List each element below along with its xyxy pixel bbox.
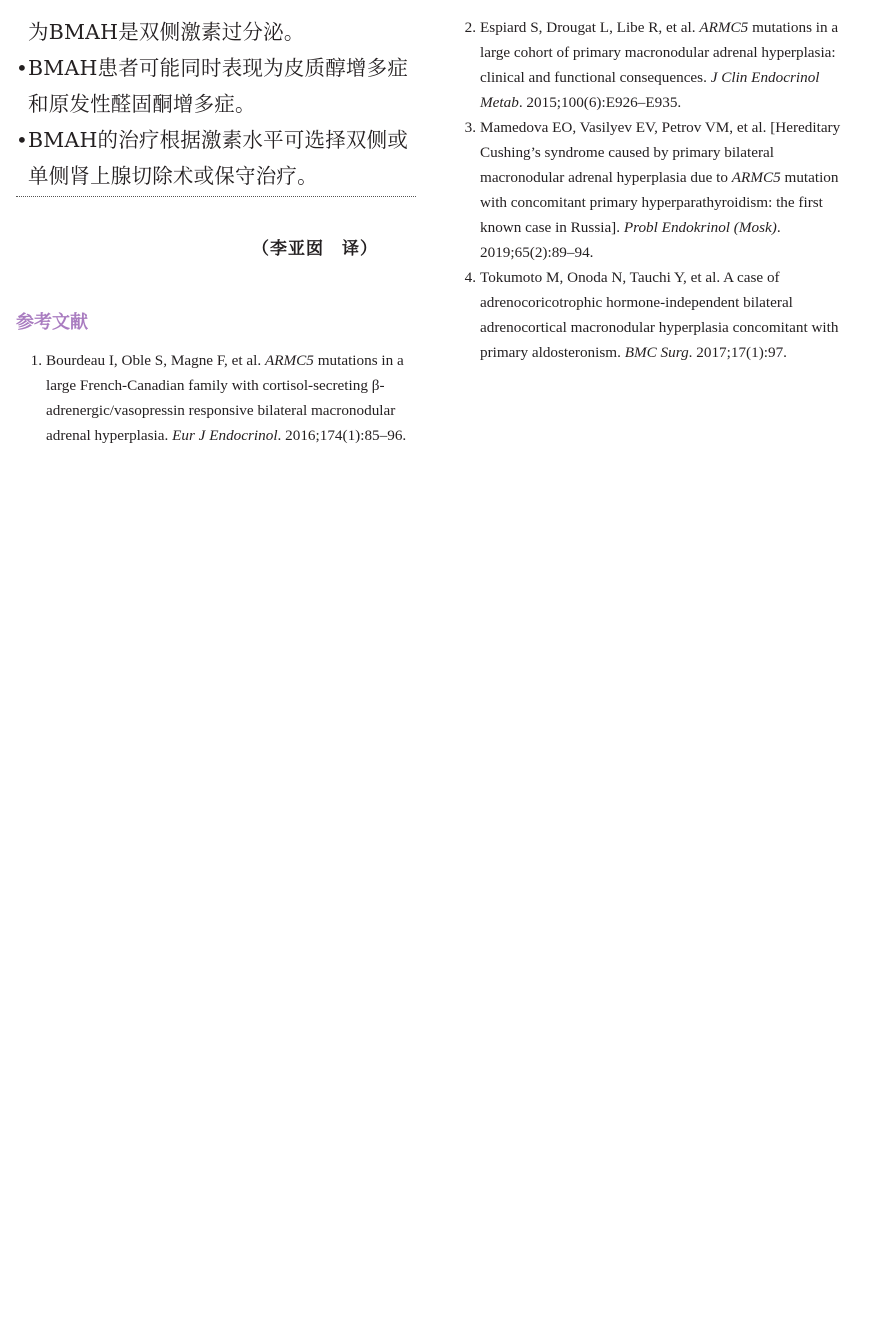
- reference-text: [480, 265, 855, 365]
- bullet-item: [16, 122, 418, 194]
- bullet-line: BMAH的治疗根据激素水平可选择双侧或: [28, 128, 409, 152]
- gene-name: ARMC5: [264, 352, 314, 369]
- reference-item: [460, 15, 855, 115]
- journal-name: J Clin Endocrinol Metab: [480, 69, 820, 111]
- reference-citation: . 2015;100(6):E926–E935.: [518, 94, 682, 111]
- reference-text: [480, 15, 855, 115]
- continuation-text: 为BMAH是双侧激素过分泌。: [28, 20, 305, 44]
- journal-name: BMC Surg: [624, 344, 689, 361]
- reference-number: 4.: [464, 269, 476, 286]
- reference-item: [460, 115, 855, 265]
- bullet-glyph: •: [16, 128, 28, 152]
- reference-item: [460, 265, 855, 365]
- reference-authors: Tokumoto M, Onoda N, Tauchi Y, et al. A case of adrenocoricotrophic hormone-independent bilateral adrenocortical macronodular hyperplasia concomitant with primary aldosteronism.: [480, 269, 839, 361]
- gene-name: ARMC5: [699, 19, 749, 36]
- references-list-left: [16, 348, 418, 448]
- reference-authors: Espiard S, Drougat L, Libe R, et al.: [480, 19, 696, 36]
- bullet-line: 和原发性醛固酮增多症。: [28, 92, 256, 116]
- translator-credit: （李亚囡 译）: [252, 239, 378, 259]
- reference-citation: . 2016;174(1):85–96.: [277, 427, 407, 444]
- journal-name: Eur J Endocrinol: [172, 427, 278, 444]
- reference-number: 1.: [30, 352, 42, 369]
- reference-authors: Mamedova EO, Vasilyev EV, Petrov VM, et al.: [480, 119, 767, 136]
- reference-text: [46, 348, 418, 448]
- bullet-line: BMAH患者可能同时表现为皮质醇增多症: [28, 56, 409, 80]
- gene-name: ARMC5: [731, 169, 781, 186]
- right-column: [460, 15, 855, 365]
- section-divider: [16, 196, 416, 197]
- reference-item: [16, 348, 418, 448]
- journal-name: Probl Endokrinol (Mosk): [623, 219, 777, 236]
- reference-title: mutations in a large cohort of primary macronodular adrenal hyperplasia: clinical and functional consequences.: [480, 19, 839, 86]
- reference-text: [480, 115, 855, 265]
- reference-authors: Bourdeau I, Oble S, Magne F, et al.: [46, 352, 262, 369]
- bullet-glyph: •: [16, 56, 28, 80]
- bullet-item: [16, 50, 418, 122]
- reference-citation: . 2017;17(1):97.: [688, 344, 787, 361]
- reference-title: mutation with concomitant primary hyperparathyroidism: the first known case in Russia].: [480, 169, 839, 236]
- reference-title-pre: [Hereditary Cushing’s syndrome caused by primary bilateral macronodular adrenal hyperplasia due to: [480, 119, 841, 186]
- reference-title: mutations in a large French-Canadian family with cortisol-secreting β-adrenergic/vasopressin responsive bilateral macronodular adrenal hyperplasia.: [46, 352, 404, 444]
- left-column: [16, 14, 418, 448]
- reference-citation: . 2019;65(2):89–94.: [480, 219, 781, 261]
- reference-number: 3.: [464, 119, 476, 136]
- reference-number: 2.: [464, 19, 476, 36]
- references-heading: 参考文献: [16, 312, 88, 333]
- bullet-line: 单侧肾上腺切除术或保守治疗。: [28, 164, 318, 188]
